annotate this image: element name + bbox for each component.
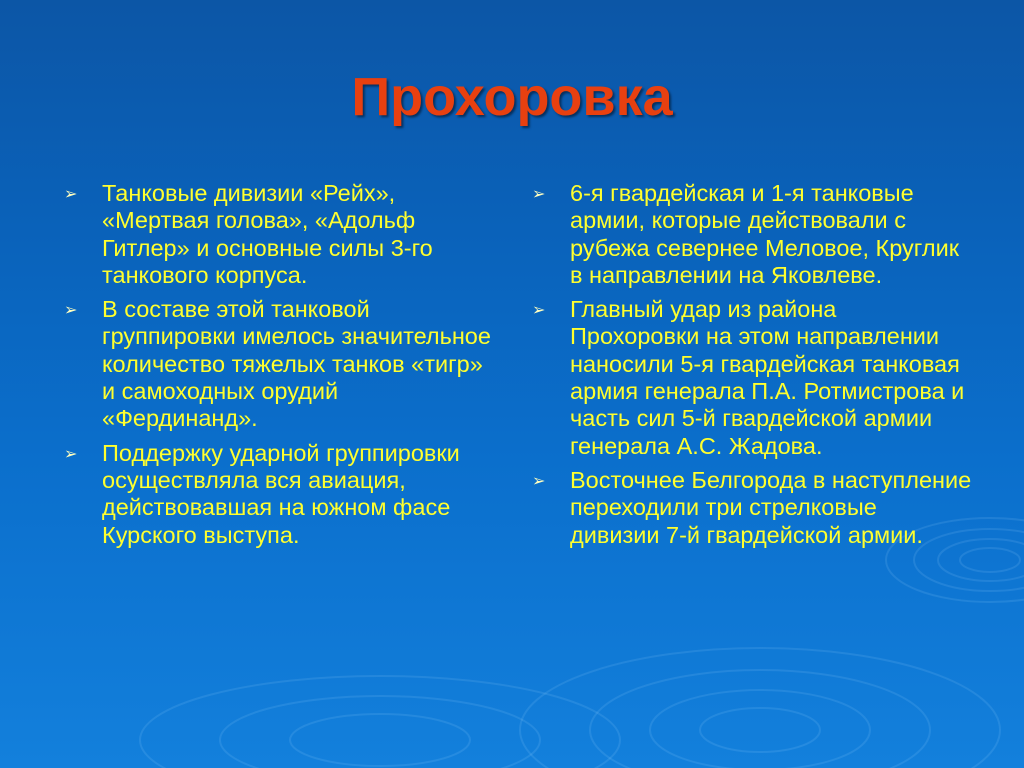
arrow-bullet-icon: ➢ xyxy=(64,302,78,320)
list-item-text: Восточнее Белгорода в наступление переходили три стрелковые дивизии 7-й гвардейской армии. xyxy=(570,466,972,548)
list-item xyxy=(64,440,494,549)
arrow-bullet-icon: ➢ xyxy=(64,186,78,203)
list-item xyxy=(532,180,972,289)
arrow-bullet-icon: ➢ xyxy=(532,186,546,203)
slide-title: Прохоровка xyxy=(351,67,673,127)
list-item-text: Танковые дивизии «Рейх», «Мертвая голова», «Адольф Гитлер» и основные силы 3-го танкового корпуса. xyxy=(102,180,433,288)
list-item-text: В составе этой танковой группировки имелось значительное количество тяжелых танков «тигр» и самоходных орудий «Фердинанд». xyxy=(102,296,491,432)
left-bullet-list xyxy=(64,180,494,556)
list-item-text: Главный удар из района Прохоровки на этом направлении наносили 5-я гвардейская танковая армия генерала П.А. Ротмистрова и часть сил 5-й гвардейской армии генерала А.С. Жадова. xyxy=(570,296,965,459)
list-item xyxy=(532,467,972,549)
list-item xyxy=(532,296,972,460)
arrow-bullet-icon: ➢ xyxy=(532,302,546,320)
list-item-text: Поддержку ударной группировки осуществляла вся авиация, действовавшая на южном фасе Курского выступа. xyxy=(102,439,460,548)
arrow-bullet-icon: ➢ xyxy=(532,472,546,490)
list-item xyxy=(64,296,494,432)
arrow-bullet-icon: ➢ xyxy=(64,445,78,463)
list-item-text: 6-я гвардейская и 1-я танковые армии, которые действовали с рубежа севернее Меловое, Круглик в направлении на Яковлеве. xyxy=(570,180,959,288)
list-item xyxy=(64,180,494,289)
right-bullet-list xyxy=(532,180,972,556)
